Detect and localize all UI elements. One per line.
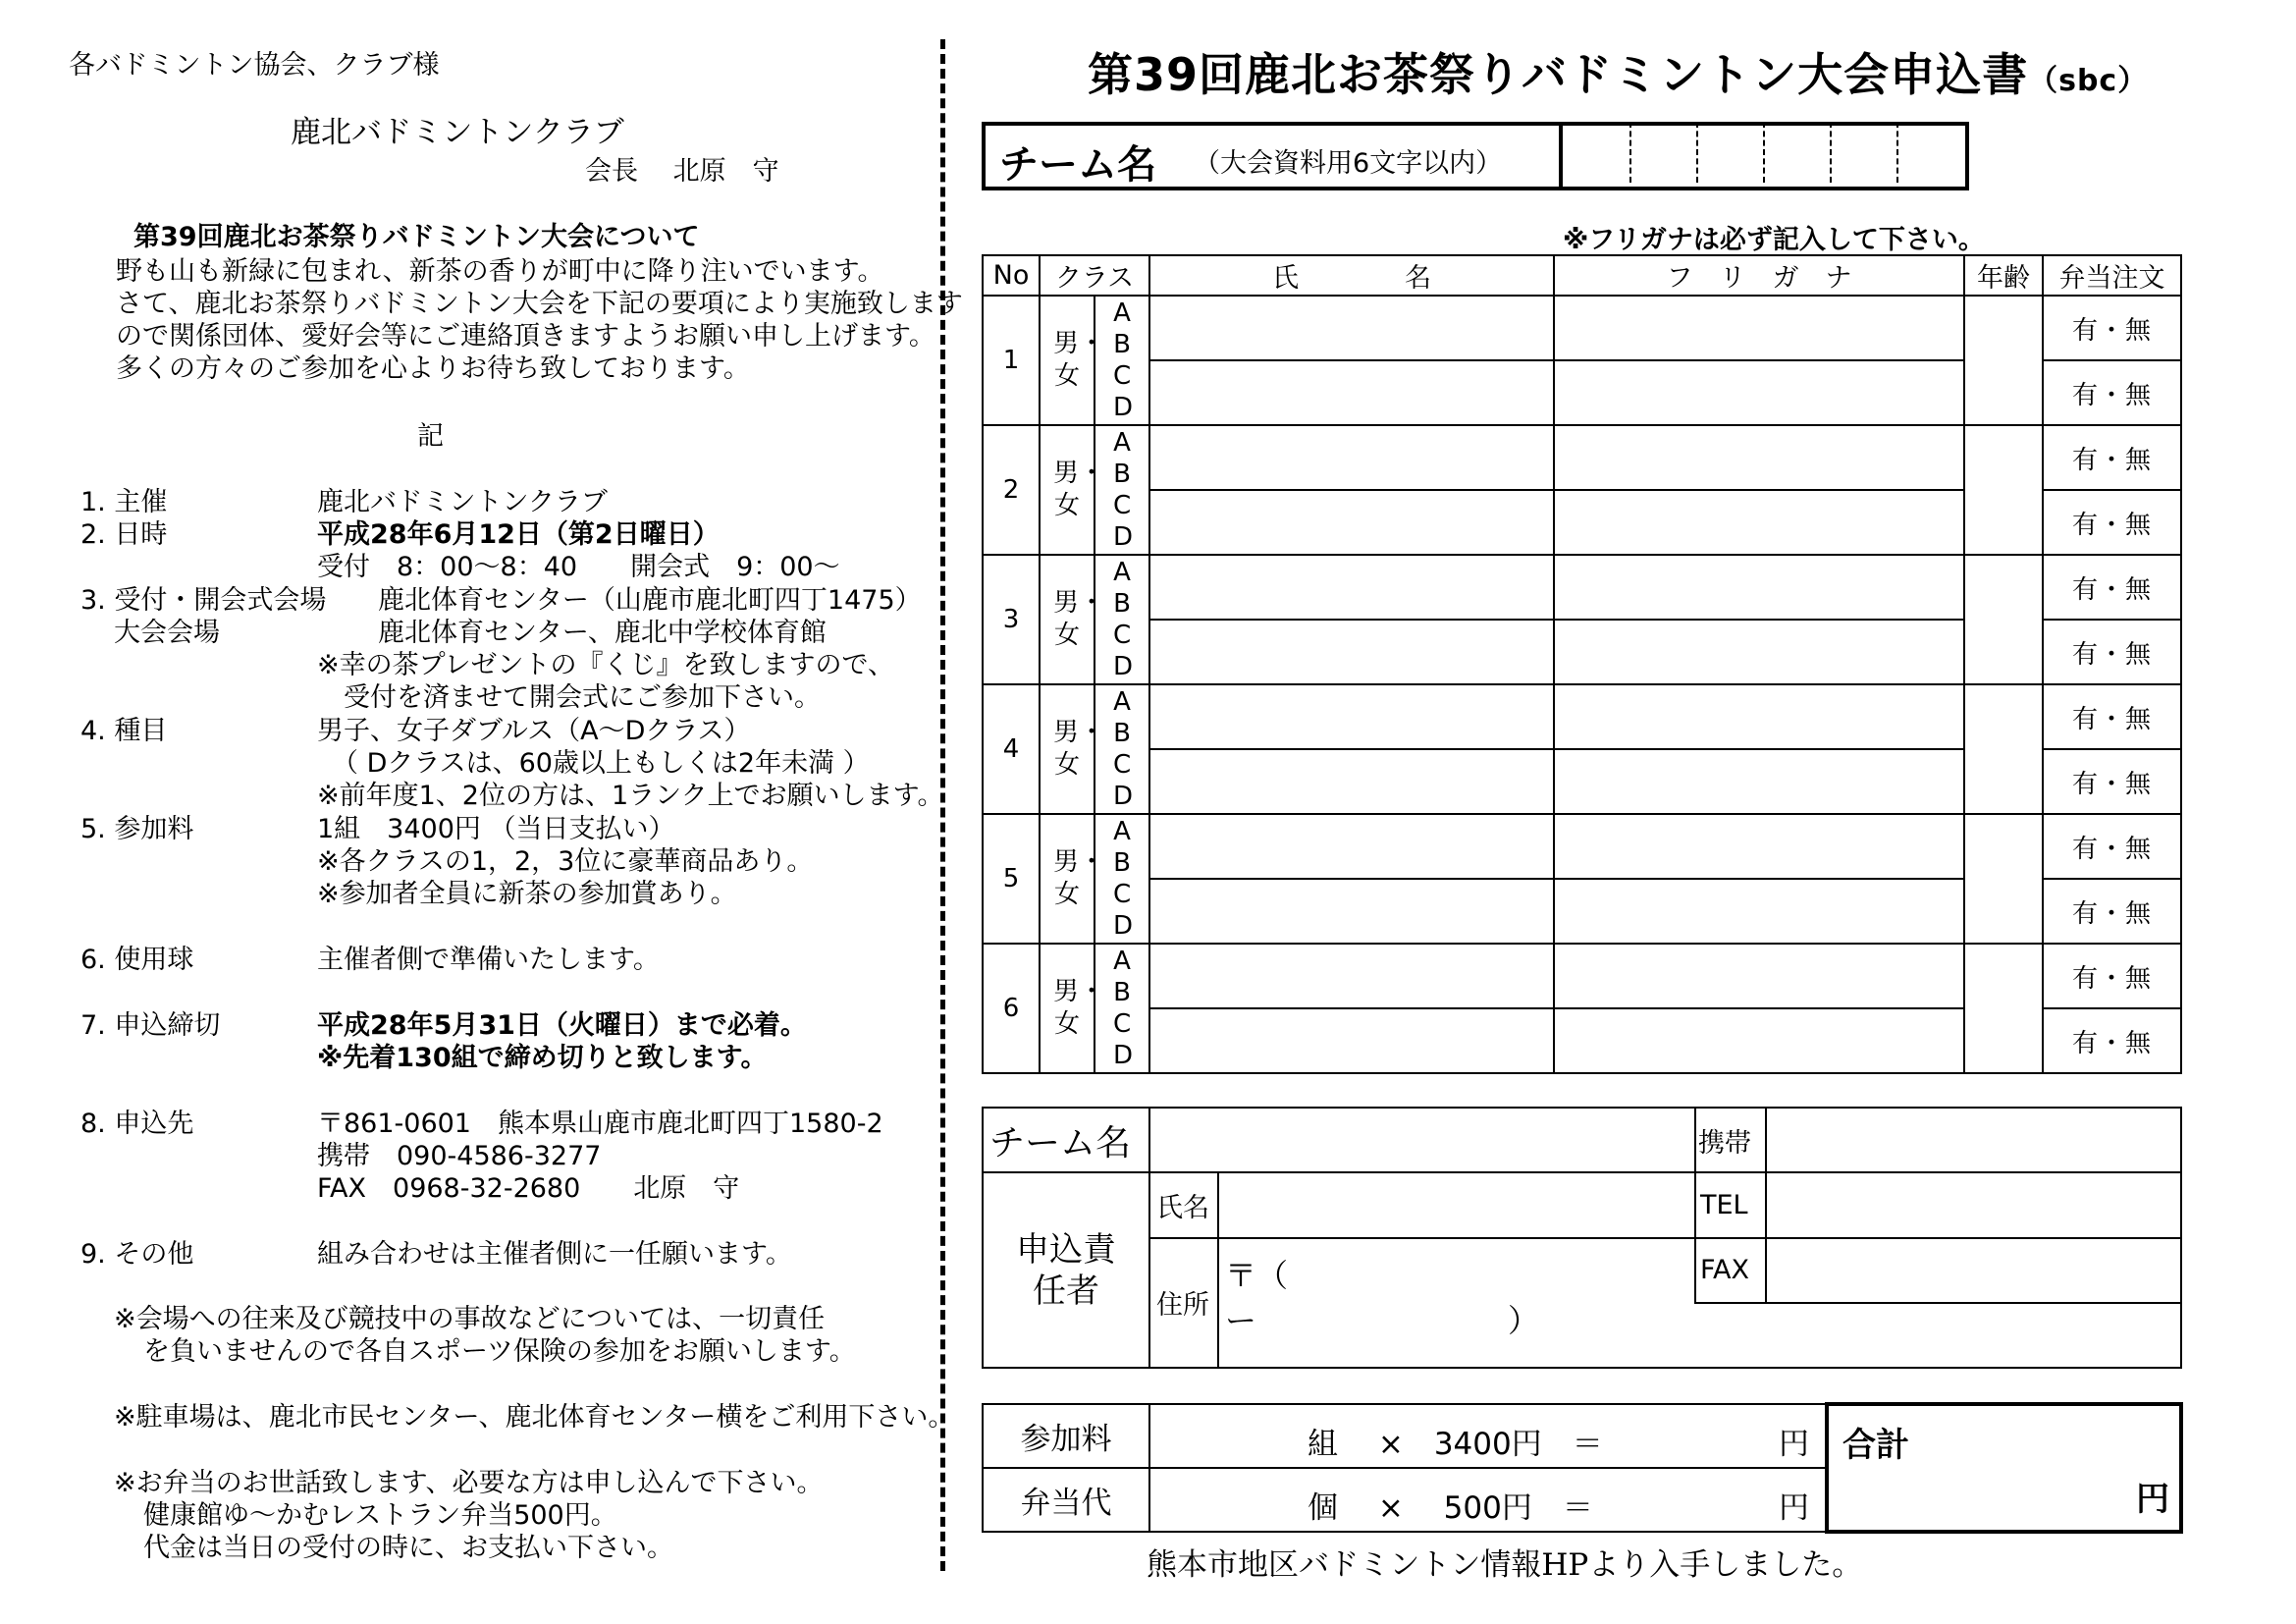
class-text: ABCD <box>1113 817 1134 941</box>
total-label: 合計 <box>1842 1426 1909 1465</box>
gender-text: 男・女 <box>1053 588 1105 650</box>
furigana-note: ※フリガナは必ず記入して下さい。 <box>1563 225 1985 255</box>
note-3b: 健康館ゆ～かむレストラン弁当500円。 <box>143 1500 617 1531</box>
item-3-label: 3. 受付・開会式会場 <box>80 585 327 616</box>
applicant-text: 申込責任者 <box>1016 1229 1116 1311</box>
item-4-note-2: ※前年度1、2位の方は、1ランク上でお願いします。 <box>317 781 944 811</box>
bento-select[interactable]: 有・無 <box>2043 684 2181 749</box>
bento-select[interactable]: 有・無 <box>2043 814 2181 879</box>
name-input[interactable] <box>1149 425 1554 490</box>
contact-fax-input[interactable] <box>1766 1238 2181 1303</box>
team-name-hint: （大会資料用6文字以内） <box>1194 148 1503 179</box>
form-title-text: 第39回鹿北お茶祭りバドミントン大会申込書 <box>1088 48 2029 101</box>
fee-formula-cell[interactable] <box>1149 1404 1827 1468</box>
contact-team-label: チーム名 <box>983 1108 1149 1172</box>
row-number: 6 <box>983 944 1040 1073</box>
row-number: 3 <box>983 555 1040 684</box>
name-input[interactable] <box>1149 814 1554 879</box>
bento-select[interactable]: 有・無 <box>2043 944 2181 1008</box>
item-3-label-2: 大会会場 <box>114 618 220 648</box>
gender-text: 男・女 <box>1053 977 1105 1039</box>
roster-row <box>983 425 2181 490</box>
item-8-mobile: 携帯 090-4586-3277 <box>317 1141 602 1171</box>
row-number: 1 <box>983 296 1040 425</box>
contact-tel-label: TEL <box>1695 1172 1766 1237</box>
furigana-input[interactable] <box>1554 944 1964 1008</box>
name-input[interactable] <box>1149 749 1554 814</box>
form-title-suffix: （sbc） <box>2028 64 2149 98</box>
bento-formula-cell[interactable] <box>1149 1468 1827 1532</box>
gender-select[interactable] <box>1040 555 1105 684</box>
furigana-input[interactable] <box>1554 814 1964 879</box>
age-input[interactable] <box>1964 555 2043 684</box>
bento-select[interactable]: 有・無 <box>2043 879 2181 944</box>
header-bento: 弁当注文 <box>2043 255 2181 296</box>
item-9-value: 組み合わせは主催者側に一任願います。 <box>317 1239 792 1270</box>
age-input[interactable] <box>1964 814 2043 944</box>
class-text: ABCD <box>1113 687 1134 811</box>
gender-select[interactable] <box>1040 814 1105 944</box>
class-text: ABCD <box>1113 298 1134 422</box>
source-footer: 熊本市地区バドミントン情報HPより入手しました。 <box>1147 1547 1863 1583</box>
item-3-value: 鹿北体育センター（山鹿市鹿北町四丁1475） <box>378 585 922 616</box>
bento-select[interactable]: 有・無 <box>2043 296 2181 360</box>
total-cell[interactable] <box>1827 1404 2181 1532</box>
bento-select[interactable]: 有・無 <box>2043 360 2181 425</box>
fee-formula: 組 × 3400円 ＝ <box>1308 1427 1603 1462</box>
contact-mobile-input[interactable] <box>1766 1108 2181 1172</box>
class-select[interactable] <box>1095 814 1149 944</box>
roster-row <box>983 684 2181 749</box>
chairman: 会長 北原 守 <box>585 156 779 187</box>
furigana-input[interactable] <box>1554 425 1964 490</box>
gender-select[interactable] <box>1040 296 1105 425</box>
item-3-note-2: 受付を済ませて開会式にご参加下さい。 <box>344 682 821 713</box>
bento-select[interactable]: 有・無 <box>2043 620 2181 684</box>
note-1a: ※会場への往来及び競技中の事故などについては、一切責任 <box>114 1304 826 1334</box>
bento-select[interactable]: 有・無 <box>2043 749 2181 814</box>
class-select[interactable] <box>1095 296 1149 425</box>
furigana-input[interactable] <box>1554 360 1964 425</box>
bento-label: 弁当代 <box>983 1468 1149 1532</box>
form-title <box>1088 39 2148 104</box>
item-5-value: 1組 3400円 （当日支払い） <box>317 814 675 844</box>
intro-line-1: 野も山も新緑に包まれ、新茶の香りが町中に降り注いでいます。 <box>116 256 884 287</box>
item-3-note-1: ※幸の茶プレゼントの『くじ』を致しますので、 <box>317 650 895 680</box>
intro-line-3: ので関係団体、愛好会等にご連絡頂きますようお願い申し上げます。 <box>116 321 935 352</box>
intro-line-2: さて、鹿北お茶祭りバドミントン大会を下記の要項により実施致します <box>116 289 963 319</box>
roster-header <box>983 255 2181 296</box>
intro-line-4: 多くの方々のご参加を心よりお待ち致しております。 <box>116 353 750 384</box>
name-input[interactable] <box>1149 360 1554 425</box>
ki-label: 記 <box>417 421 444 452</box>
furigana-input[interactable] <box>1554 490 1964 555</box>
item-1-value: 鹿北バドミントンクラブ <box>317 487 608 517</box>
header-no: No <box>983 255 1040 296</box>
class-select[interactable] <box>1095 425 1149 555</box>
item-4-label: 4. 種目 <box>80 716 168 746</box>
name-input[interactable] <box>1149 620 1554 684</box>
item-8-value: 〒861-0601 熊本県山鹿市鹿北町四丁1580-2 <box>317 1109 883 1139</box>
team-name-label: チーム名 <box>999 142 1156 188</box>
note-1b: を負いませんので各自スポーツ保険の参加をお願いします。 <box>143 1336 856 1367</box>
fees-table <box>982 1402 2183 1534</box>
name-input[interactable] <box>1149 684 1554 749</box>
gender-text: 男・女 <box>1053 847 1105 909</box>
fee-yen: 円 <box>1779 1427 1809 1462</box>
contact-name-label: 氏名 <box>1149 1172 1218 1237</box>
bento-select[interactable]: 有・無 <box>2043 555 2181 620</box>
item-9-label: 9. その他 <box>80 1239 194 1270</box>
name-input[interactable] <box>1149 555 1554 620</box>
furigana-input[interactable] <box>1554 296 1964 360</box>
header-age: 年齢 <box>1964 255 2043 296</box>
furigana-input[interactable] <box>1554 620 1964 684</box>
gender-select[interactable] <box>1040 425 1105 555</box>
age-input[interactable] <box>1964 425 2043 555</box>
contact-table <box>982 1107 2182 1369</box>
furigana-input[interactable] <box>1554 555 1964 620</box>
bento-yen: 円 <box>1779 1490 1809 1526</box>
roster-row <box>983 944 2181 1008</box>
item-5-note-1: ※各クラスの1，2，3位に豪華商品あり。 <box>317 846 814 877</box>
note-2: ※駐車場は、鹿北市民センター、鹿北体育センター横をご利用下さい。 <box>114 1402 955 1433</box>
item-7-label: 7. 申込締切 <box>80 1010 221 1041</box>
item-6-label: 6. 使用球 <box>80 945 194 975</box>
age-input[interactable] <box>1964 944 2043 1073</box>
row-number: 2 <box>983 425 1040 555</box>
item-4-value: 男子、女子ダブルス（A～Dクラス） <box>317 716 751 746</box>
item-2-label: 2. 日時 <box>80 519 168 550</box>
item-5-note-2: ※参加者全員に新茶の参加賞あり。 <box>317 879 737 909</box>
club-name: 鹿北バドミントンクラブ <box>291 115 624 150</box>
cut-line <box>940 39 945 1571</box>
fee-label: 参加料 <box>983 1404 1149 1468</box>
contact-mobile-label: 携帯 <box>1695 1108 1766 1172</box>
item-7-note: ※先着130組で締め切りと致します。 <box>317 1043 768 1073</box>
name-input[interactable] <box>1149 296 1554 360</box>
class-text: ABCD <box>1113 428 1134 552</box>
total-yen: 円 <box>2136 1480 2169 1519</box>
gender-text: 男・女 <box>1053 459 1105 520</box>
contact-postal: 〒（ ー ） <box>1225 1256 1540 1339</box>
gender-select[interactable] <box>1040 684 1105 814</box>
furigana-input[interactable] <box>1554 684 1964 749</box>
gender-select[interactable] <box>1040 944 1105 1073</box>
roster-row <box>983 555 2181 620</box>
roster-row <box>983 814 2181 879</box>
name-input[interactable] <box>1149 490 1554 555</box>
row-number: 4 <box>983 684 1040 814</box>
roster-table <box>982 254 2182 1074</box>
gender-text: 男・女 <box>1053 329 1105 391</box>
item-5-label: 5. 参加料 <box>80 814 194 844</box>
class-text: ABCD <box>1113 947 1134 1070</box>
team-name-input[interactable] <box>1559 122 1969 190</box>
gender-text: 男・女 <box>1053 718 1105 780</box>
roster-row <box>983 296 2181 360</box>
item-2-value: 平成28年6月12日（第2日曜日） <box>317 519 720 550</box>
header-name: 氏 名 <box>1149 255 1554 296</box>
item-2-sub: 受付 8：00～8：40 開会式 9：00～ <box>317 552 840 582</box>
item-4-note-1: （ Dクラスは、60歳以上もしくは2年未満 ） <box>332 748 870 779</box>
item-6-value: 主催者側で準備いたします。 <box>317 945 660 975</box>
addressee: 各バドミントン協会、クラブ様 <box>69 50 440 81</box>
furigana-input[interactable] <box>1554 879 1964 944</box>
contact-tel-input[interactable] <box>1766 1172 2181 1237</box>
header-class: クラス <box>1040 255 1149 296</box>
name-input[interactable] <box>1149 879 1554 944</box>
furigana-input[interactable] <box>1554 1008 1964 1073</box>
name-input[interactable] <box>1149 1008 1554 1073</box>
name-input[interactable] <box>1149 944 1554 1008</box>
class-select[interactable] <box>1095 944 1149 1073</box>
contact-applicant-label <box>983 1172 1149 1368</box>
bento-formula: 個 × 500円 ＝ <box>1308 1490 1593 1526</box>
bento-select[interactable]: 有・無 <box>2043 1008 2181 1073</box>
age-input[interactable] <box>1964 296 2043 425</box>
item-3-value-2: 鹿北体育センター、鹿北中学校体育館 <box>378 618 827 648</box>
bento-select[interactable]: 有・無 <box>2043 425 2181 490</box>
furigana-input[interactable] <box>1554 749 1964 814</box>
notice-heading: 第39回鹿北お茶祭りバドミントン大会について <box>133 222 700 252</box>
item-1-label: 1. 主催 <box>80 487 168 517</box>
class-select[interactable] <box>1095 684 1149 814</box>
note-3c: 代金は当日の受付の時に、お支払い下さい。 <box>143 1533 673 1563</box>
contact-team-input[interactable] <box>1149 1108 1695 1172</box>
contact-fax-label: FAX <box>1695 1238 1766 1303</box>
note-3a: ※お弁当のお世話致します、必要な方は申し込んで下さい。 <box>114 1468 824 1498</box>
contact-address-input[interactable] <box>1218 1238 1695 1369</box>
age-input[interactable] <box>1964 684 2043 814</box>
contact-address-label: 住所 <box>1149 1238 1218 1369</box>
item-7-value: 平成28年5月31日（火曜日）まで必着。 <box>317 1010 807 1041</box>
contact-name-input[interactable] <box>1218 1172 1695 1237</box>
class-select[interactable] <box>1095 555 1149 684</box>
header-furigana: フ リ ガ ナ <box>1554 255 1964 296</box>
item-8-label: 8. 申込先 <box>80 1109 194 1139</box>
bento-select[interactable]: 有・無 <box>2043 490 2181 555</box>
class-text: ABCD <box>1113 558 1134 681</box>
contact-address-extra[interactable] <box>1695 1303 2181 1368</box>
row-number: 5 <box>983 814 1040 944</box>
team-name-box <box>982 122 1969 190</box>
item-8-fax: FAX 0968-32-2680 北原 守 <box>317 1173 740 1204</box>
